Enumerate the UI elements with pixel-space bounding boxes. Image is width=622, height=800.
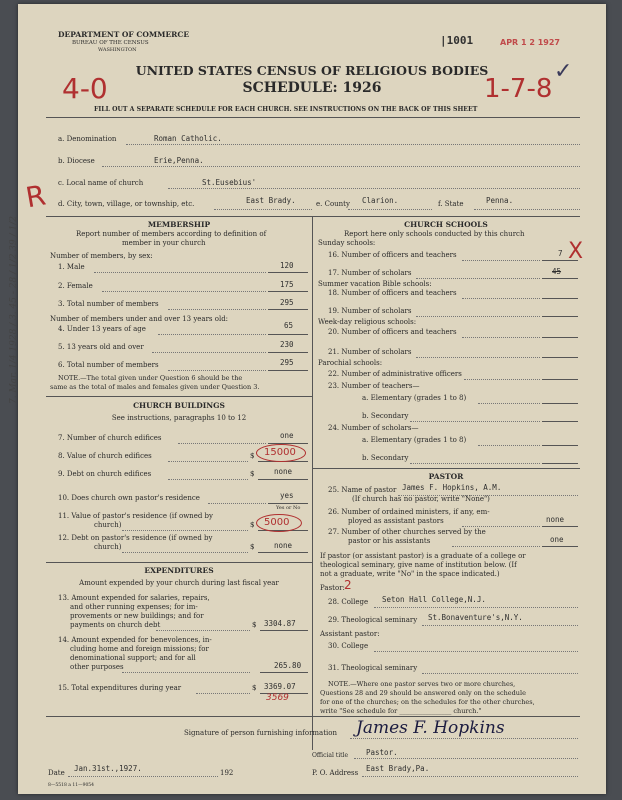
margin-note: 7. Mar. 1/4 1928 / 3. 45 - 28 / 1/2 39 / 1/2 [9,216,19,404]
dept-label: DEPARTMENT OF COMMERCE [58,30,190,39]
rule [542,260,578,261]
q31-label: 31. Theological seminary [328,664,418,672]
q7-value: one [280,431,294,440]
q13-label: 13. Amount expended for salaries, repairs, [58,594,210,602]
assistant-label: Assistant pastor: [320,630,380,638]
q24b-label: b. Secondary [362,454,409,462]
q26-label: 26. Number of ordained ministers, if any, em- [328,508,490,516]
dotted-line [462,337,540,338]
q4-value: 65 [284,321,294,330]
graduate-note: theological seminary, give name of institution below. (If [320,561,517,569]
dotted-line [168,461,248,462]
dotted-line [168,188,580,189]
dotted-line [474,209,580,210]
q3-value: 295 [280,298,294,307]
bureau-label: BUREAU OF THE CENSUS [72,40,149,46]
official-title-value: Pastor. [366,748,398,757]
membership-note: NOTE.—The total given under Question 6 should be the [58,374,243,382]
q6-value: 295 [280,358,294,367]
q17-label: 17. Number of scholars [328,269,412,277]
rule [542,421,578,422]
dotted-line [348,209,432,210]
rule [268,291,308,292]
q14-label: denominational support; and for all [70,654,196,662]
rule [312,468,580,469]
dotted-line [478,403,540,404]
form-title: UNITED STATES CENSUS OF RELIGIOUS BODIES [135,63,489,78]
rule [268,352,308,353]
expenditures-sub: Amount expended by your church during last fiscal year [79,579,279,587]
rule [46,396,312,397]
po-address-label: P. O. Address [312,769,359,777]
q14-value: 265.80 [274,661,302,670]
q28-value: Seton Hall College,N.J. [382,595,486,604]
yes-no-hint: Yes or No [276,505,301,511]
dollar-sign: $ [252,684,257,692]
state-value: Penna. [486,196,514,205]
membership-heading: MEMBERSHIP [147,220,211,229]
q23-label: 23. Number of teachers— [328,382,420,390]
dotted-line [168,370,266,371]
q14-label: cluding home and foreign missions; for [70,645,209,653]
q27-value: one [550,535,564,544]
q10-label: 10. Does church own pastor's residence [58,494,200,502]
q12-value: none [274,541,293,550]
dotted-line [362,776,578,777]
dotted-line [416,278,540,279]
rule [542,445,578,446]
q26-value: none [546,515,565,524]
rule [542,316,578,317]
annotation-x: X [568,239,584,264]
schools-intro: Report here only schools conducted by this church [344,230,525,238]
q7-label: 7. Number of church edifices [58,434,162,442]
rule [268,309,308,310]
dollar-sign: $ [250,521,255,529]
dotted-line [102,166,580,167]
q5-label: 5. 13 years old and over [58,343,144,351]
q15-value: 3369.07 [264,682,296,691]
dotted-line [196,693,250,694]
dotted-line [410,463,540,464]
rule [268,334,308,335]
q2-label: 2. Female [58,282,93,290]
q22-label: 22. Number of administrative officers [328,370,462,378]
local-name-label: c. Local name of church [58,179,144,187]
q17-value: 45 [552,267,562,276]
rule [46,716,580,717]
q24-label: 24. Number of scholars— [328,424,419,432]
rule [46,562,312,563]
annotation-top-left: 4-0 [62,72,108,105]
expenditures-heading: EXPENDITURES [144,566,214,575]
rule [542,298,578,299]
rule [542,379,578,380]
q13-label: provements or new buildings; and for [70,612,204,620]
q26-label: ployed as assistant pastors [348,517,444,525]
dotted-line [410,421,540,422]
q13-value: 3304.87 [264,619,296,628]
po-address-value: East Brady,Pa. [366,764,430,773]
annotation-r: R [23,178,49,215]
denomination-value: Roman Catholic. [154,134,222,143]
diocese-value: Erie,Penna. [154,156,204,165]
q16-label: 16. Number of officers and teachers [328,251,457,259]
membership-note: same as the total of males and females given under Question 3. [50,383,260,391]
by-sex-label: Number of members, by sex: [50,252,153,260]
state-label: f. State [438,200,464,208]
q11-label: church) [94,521,122,529]
dotted-line [102,291,266,292]
dotted-line [152,352,266,353]
q25-label: 25. Name of pastor [328,486,397,494]
q29-value: St.Bonaventure's,N.Y. [428,613,523,622]
pastor-note: NOTE.—Where one pastor serves two or more churches, [328,680,516,688]
schedule-title: SCHEDULE: 1926 [242,80,382,96]
dotted-line [122,530,248,531]
rule [260,672,308,673]
pastor-label: Pastor: [320,584,345,592]
dollar-sign: $ [250,452,255,460]
rule [542,526,578,527]
q11-label: 11. Value of pastor's residence (if owned by [58,512,213,520]
local-name-value: St.Eusebius' [202,178,257,187]
rule [542,357,578,358]
q16-value: 7 [558,249,563,258]
q9-value: none [274,467,293,476]
rule [542,463,578,464]
rule [542,546,578,547]
dotted-line [126,144,580,145]
dotted-line [122,552,248,553]
receipt-date-stamp: APR 1 2 1927 [500,38,560,47]
dotted-line [158,334,266,335]
denomination-label: a. Denomination [58,135,117,143]
pastor-heading: PASTOR [428,472,464,481]
dollar-sign: $ [250,543,255,551]
dotted-line [422,673,578,674]
q8-value: 15000 [264,447,296,458]
schools-heading: CHURCH SCHOOLS [404,220,488,229]
rule [542,403,578,404]
official-title-label: Official title [312,752,348,759]
rule [258,552,308,553]
date-label: Date [48,769,65,777]
dotted-line [374,607,578,608]
q30-label: 30. College [328,642,369,650]
q3-label: 3. Total number of members [58,300,159,308]
pastor-note: write "See schedule for ________________ church." [320,707,482,715]
form-number: 8—5518 a 11—9054 [48,783,95,788]
buildings-sub: See instructions, paragraphs 10 to 12 [111,414,247,422]
dotted-line [462,298,540,299]
checkmark-icon: ✓ [554,59,573,84]
graduate-note: If pastor (or assistant pastor) is a graduate of a college or [320,552,526,560]
dollar-sign: $ [252,621,257,629]
q13-label: payments on church debt [70,621,161,629]
signature-label: Signature of person furnishing information [184,729,338,737]
q23a-label: a. Elementary (grades 1 to 8) [362,394,467,402]
membership-intro: Report number of members according to definition of [76,230,267,238]
q1-value: 120 [280,261,294,270]
dotted-line [354,758,578,759]
q8-label: 8. Value of church edifices [58,452,152,460]
q9-label: 9. Debt on church edifices [58,470,152,478]
dotted-line [464,379,540,380]
q6-label: 6. Total number of members [58,361,159,369]
q21-label: 21. Number of scholars [328,348,412,356]
annotation-top-right: 1-7-8 [484,74,553,104]
rule [268,272,308,273]
q12-label: church) [94,543,122,551]
q11-value: 5000 [264,517,290,528]
q28-label: 28. College [328,598,369,606]
dotted-line [168,309,266,310]
q25-hint: (If church has no pastor, write "None") [352,495,490,503]
rule [542,337,578,338]
q14-label: 14. Amount expended for benevolences, in- [58,636,212,644]
membership-intro: member in your church [122,239,206,247]
dotted-line [68,776,218,777]
q15-correction: 3569 [266,693,289,703]
signature: James F. Hopkins [356,718,505,738]
q24a-label: a. Elementary (grades 1 to 8) [362,436,467,444]
q4-label: 4. Under 13 years of age [58,325,146,333]
rule [46,117,580,118]
q15-label: 15. Total expenditures during year [58,684,182,692]
annotation-pastor-count: 2 [344,578,352,592]
dotted-line [462,260,540,261]
dotted-line [122,672,250,673]
dotted-line [214,209,312,210]
q23b-label: b. Secondary [362,412,409,420]
q19-label: 19. Number of scholars [328,307,412,315]
q2-value: 175 [280,280,294,289]
age-heading: Number of members under and over 13 years old: [50,315,229,323]
county-label: e. County [316,200,350,208]
q27-label: pastor or his assistants [348,537,431,545]
q25-value: James F. Hopkins, A.M. [402,483,502,492]
schools-group: Parochial schools: [318,359,383,367]
dotted-line [350,738,578,739]
q13-label: and other running expenses; for im- [70,603,198,611]
dotted-line [462,526,540,527]
dotted-line [478,445,540,446]
dotted-line [422,625,578,626]
dotted-line [416,357,540,358]
city-label: WASHINGTON [98,47,137,53]
rule [542,278,578,279]
buildings-heading: CHURCH BUILDINGS [133,401,225,410]
city-value: East Brady. [246,196,296,205]
dotted-line [94,272,266,273]
year-prefix: 192 [220,769,234,777]
q20-label: 20. Number of officers and teachers [328,328,457,336]
dotted-line [156,630,250,631]
q29-label: 29. Theological seminary [328,616,418,624]
graduate-note: not a graduate, write "No" in the space indicated.) [320,570,500,578]
schools-group: Week-day religious schools: [318,318,417,326]
schools-group: Summer vacation Bible schools: [318,280,432,288]
date-value: Jan.31st.,1927. [74,764,142,773]
county-value: Clarion. [362,196,399,205]
q14-label: other purposes [70,663,124,671]
rule [260,630,308,631]
column-divider [312,216,313,750]
instructions-line: FILL OUT A SEPARATE SCHEDULE FOR EACH CHURCH. SEE INSTRUCTIONS ON THE BACK OF THIS SHEET [94,106,478,113]
rule [268,370,308,371]
q1-label: 1. Male [58,263,85,271]
rule [46,216,580,217]
dotted-line [452,546,540,547]
dotted-line [374,651,578,652]
dollar-sign: $ [250,470,255,478]
census-schedule-form [9,4,606,794]
dotted-line [416,316,540,317]
q12-label: 12. Debt on pastor's residence (if owned by [58,534,213,542]
stamp-number: |1001 [440,34,474,47]
dotted-line [208,503,266,504]
schools-group: Sunday schools: [318,239,376,247]
pastor-note: Questions 28 and 29 should be answered only on the schedule [320,689,526,697]
city-label-d: d. City, town, village, or township, etc. [58,200,195,208]
q27-label: 27. Number of other churches served by the [328,528,486,536]
q18-label: 18. Number of officers and teachers [328,289,457,297]
q10-value: yes [280,491,294,500]
dotted-line [168,479,248,480]
q5-value: 230 [280,340,294,349]
pastor-note: for one of the churches; on the schedules for the other churches, [320,698,535,706]
dotted-line [178,443,266,444]
rule [258,479,308,480]
diocese-label: b. Diocese [58,157,95,165]
